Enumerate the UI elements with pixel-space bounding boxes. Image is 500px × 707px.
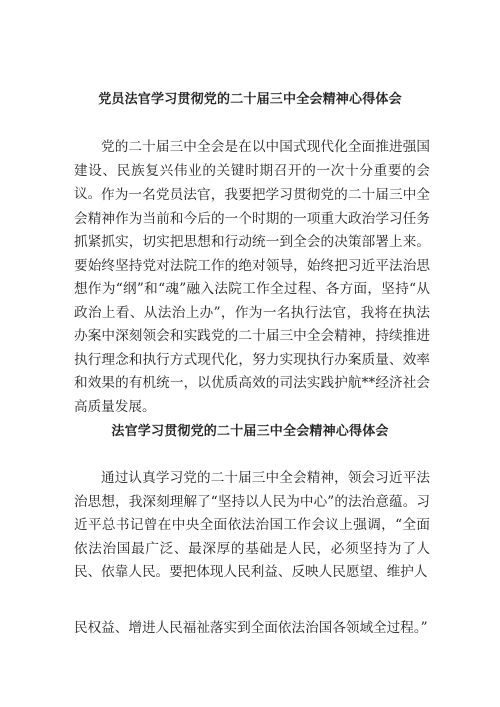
section-1-paragraph-2: 作为一名党员法官，我要把学习贯彻党的二十届三中全会精神作为当前和今后的一个时期的一项重大政治学习任务抓紧抓实，切实把思想和行动统一到全会的决策部署上来。要始终坚持党对法院工作的绝对领导，始终把习近平法治思想作为“纲”和“魂”融入法院工作全过程、各方面，坚持“从政治上看、从法治上办”，作为一名执行法官，我将在执法办案中深刻领会和实践党的二十届三中全会精神，持续推进执行理念和执行方式现代化，努力实现执行办案质量、效率和效果的有机统一，以优质高效的司法实践护航**经济社会高质量发展。 [74,187,430,415]
section-2-paragraph-1: 通过认真学习党的二十届三中全会精神，领会习近平法治思想，我深刻理解了“坚持以人民为中心”的法治意蕴。习近平总书记曾在中央全面依法治国工作会议上强调，“全面依法治国最广泛、最深厚的基础是人民，必须坚持为了人民、依靠人民。要把体现人民利益、反映人民愿望、维护人 [74,470,430,580]
section-1-paragraph-1: 党的二十届三中全会是在以中国式现代化全面推进强国建设、民族复兴伟业的关键时期召开的一次十分重要的会议。 [74,139,430,202]
section-title-1: 党员法官学习贯彻党的二十届三中全会精神心得体会 [98,92,402,107]
section-2-paragraph-2: 民权益、增进人民福祉落实到全面依法治国各领域全过程。” [74,620,428,636]
section-title-2: 法官学习贯彻党的二十届三中全会精神心得体会 [111,424,389,439]
